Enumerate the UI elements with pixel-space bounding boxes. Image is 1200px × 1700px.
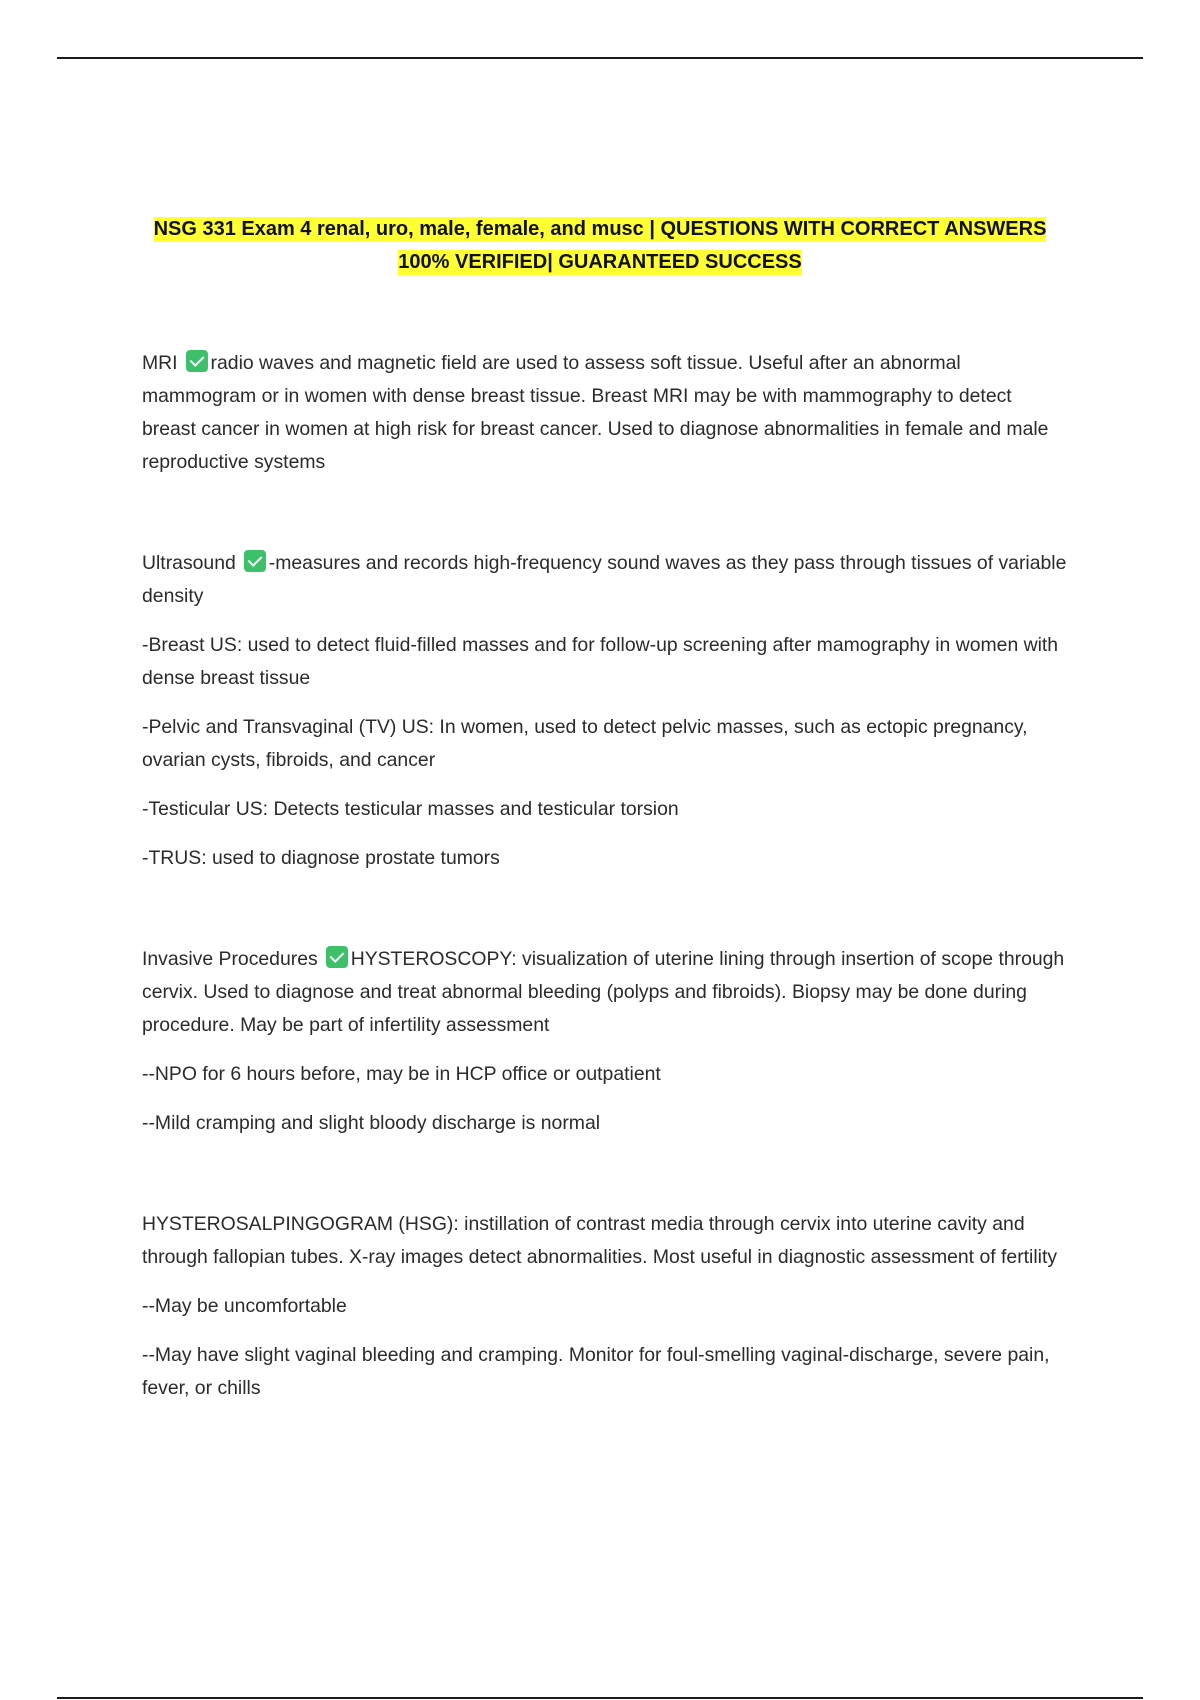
check-icon xyxy=(326,946,348,968)
detail-line: -Testicular US: Detects testicular masses and testicular torsion xyxy=(142,798,679,820)
detail-line: --Mild cramping and slight bloody discharge is normal xyxy=(142,1112,601,1134)
entry-term: MRI xyxy=(142,352,178,374)
entry-definition: HYSTEROSCOPY: visualization of uterine lining through insertion of scope through cervix. Used to diagnose and treat abnormal bleeding (polyps and fibroids). Biopsy may be done during procedure. May be part of infertility assessment xyxy=(142,948,1065,1036)
title-line-1: NSG 331 Exam 4 renal, uro, male, female, and musc | QUESTIONS WITH CORRECT ANSWERS xyxy=(153,218,1047,240)
check-icon xyxy=(186,350,208,372)
title-line-2: 100% VERIFIED| GUARANTEED SUCCESS xyxy=(398,251,802,273)
entry-definition: -measures and records high-frequency sound waves as they pass through tissues of variable density xyxy=(142,552,1067,607)
detail-line: -TRUS: used to diagnose prostate tumors xyxy=(142,847,500,869)
check-icon xyxy=(244,550,266,572)
detail-line: -Pelvic and Transvaginal (TV) US: In women, used to detect pelvic masses, such as ectopic pregnancy, ovarian cysts, fibroids, and cancer xyxy=(142,716,1028,771)
entry-mri xyxy=(142,347,1067,479)
entry-invasive-procedures xyxy=(142,943,1067,1042)
detail-line: -Breast US: used to detect fluid-filled masses and for follow-up screening after mamography in women with dense breast tissue xyxy=(142,634,1059,689)
footer-rule xyxy=(57,1697,1143,1699)
entry-term: Ultrasound xyxy=(142,552,236,574)
detail-line: --May be uncomfortable xyxy=(142,1295,347,1317)
document-body xyxy=(142,347,1067,1421)
header-rule xyxy=(57,57,1143,59)
detail-line: --May have slight vaginal bleeding and cramping. Monitor for foul-smelling vaginal-discharge, severe pain, fever, or chills xyxy=(142,1344,1050,1399)
document-title xyxy=(130,213,1070,279)
entry-term: Invasive Procedures xyxy=(142,948,318,970)
entry-definition: radio waves and magnetic field are used to assess soft tissue. Useful after an abnormal mammogram or in women with dense breast tissue. Breast MRI may be with mammography to detect breast cancer in women at high risk for breast cancer. Used to diagnose abnormalities in female and male reproductive systems xyxy=(142,352,1049,473)
entry-ultrasound xyxy=(142,547,1067,613)
detail-line: --NPO for 6 hours before, may be in HCP office or outpatient xyxy=(142,1063,661,1085)
continuation-paragraph: HYSTEROSALPINGOGRAM (HSG): instillation of contrast media through cervix into uterine cavity and through fallopian tubes. X-ray images detect abnormalities. Most useful in diagnostic assessment of fertility xyxy=(142,1213,1058,1268)
